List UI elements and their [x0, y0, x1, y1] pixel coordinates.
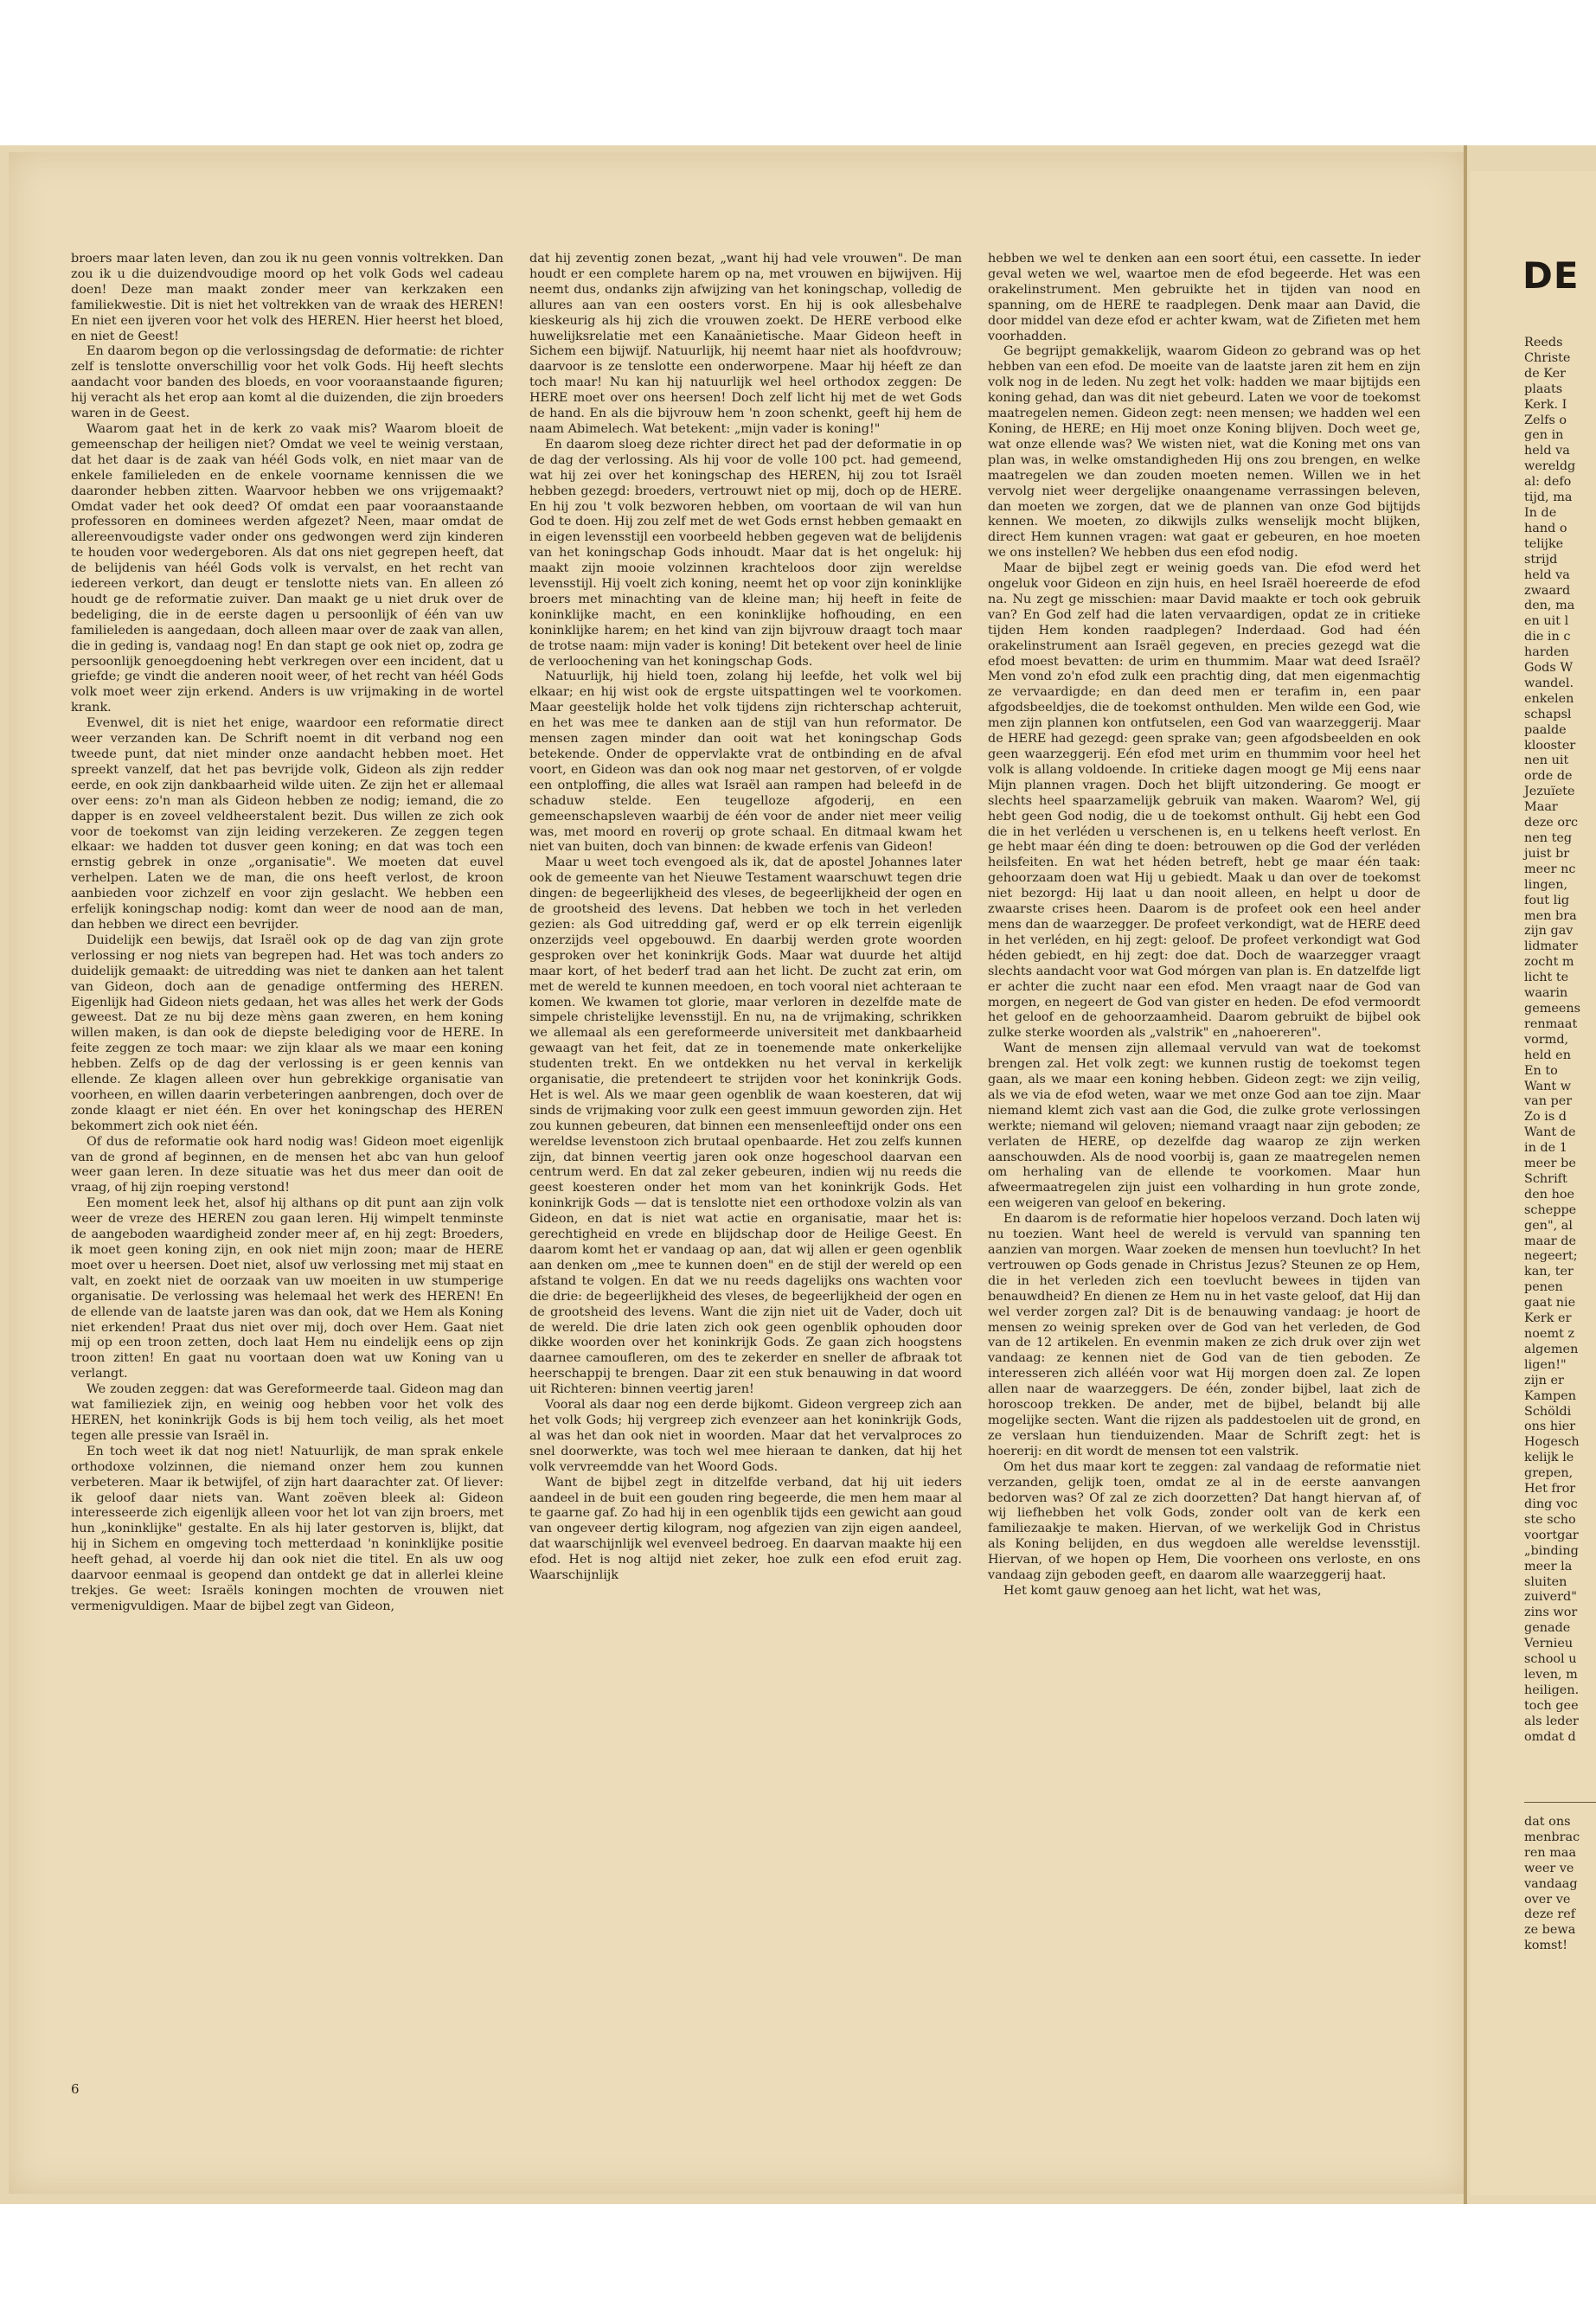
- line-fragment: gen", al: [1524, 1218, 1573, 1233]
- line-fragment: men bra: [1524, 908, 1577, 923]
- line-fragment: Zelfs o: [1524, 413, 1567, 427]
- line-fragment: juist br: [1524, 846, 1570, 861]
- paragraph: Of dus de reformatie ook hard nodig was! Gideon moet eigenlijk van de grond af beginnen, en de mensen het abc van hun geloof weer gaan leren. In deze situatie was het dus meer dan ooit de vraag, of hij zijn roeping verstond!: [71, 1134, 503, 1195]
- paragraph: Duidelijk een bewijs, dat Israël ook op de dag van zijn grote verlossing er nog niets van begrepen had. Het was toch anders zo duidelijk gemaakt: de uitredding was niet te danken aan het talent van Gideon, doch aan de genadige ontferming des HEREN. Eigenlijk had Gideon niets gedaan, het was alles het werk der Gods geweest. Dat ze nu bij deze mèns gaan zweren, en hem koning willen maken, is dan ook de diepste belediging voor de HERE. In feite zeggen ze toch maar: we zijn klaar als we maar een koning hebben. Zelfs op de dag der verlossing is er geen kennis van ellende. Ze klagen alleen over hun gebrekkige organisatie van voorheen, en willen daarin verbeteringen aanbrengen, doch over de zonde klaagt er niet één. En over het koningschap des HEREN bekommert zich ook niet één.: [71, 933, 503, 1133]
- paragraph: Maar u weet toch evengoed als ik, dat de apostel Johannes later ook de gemeente van het Nieuwe Testament waarschuwt tegen drie dingen: de begeerlijkheid des vleses, de begeerlijkheid der ogen en de grootsheid des levens. Dat hebben we toch in het verleden gezien: als God uitredding gaf, werd er op elk terrein eigenlijk onzerzijds veel opgebouwd. En daarbij werden grote woorden gesproken over het koninkrijk Gods. Maar wat duurde het altijd maar kort, of het bederf trad aan het licht. De zucht zat erin, om met de wereld te kunnen meedoen, en toch vooral niet achteraan te komen. We kwamen tot glorie, maar verloren in dezelfde mate de simpele christelijke levensstijl. En nu, na de vrijmaking, schrikken we allemaal als een gereformeerde universiteit met dankbaarheid gewaagt van het feit, dat ze in toenemende mate onkerkelijke studenten trekt. En we ontdekken nu het verval in kerkelijk organisatie, die pretendeert te strijden voor het koninkrijk Gods. Het is wel. Als we maar geen ogenblik de waan koesteren, dat wij sinds de vrijmaking voor zulk een geest immuun geworden zijn. Het zou kunnen gebeuren, dat binnen een mensenleeftijd onder ons een wereldse levenstoon zich brutaal openbaarde. Het zou zelfs kunnen zijn, dat binnen veertig jaren ook onze hogeschool daarvan een centrum werd. En dat zal zeker gebeuren, indien wij nu reeds die geest koesteren onder het mom van het koninkrijk Gods. Het koninkrijk Gods — dat is tenslotte niet een orthodoxe volzin als van Gideon, en dat is niet wat actie en organisatie, maar het is: gerechtigheid en vrede en blijdschap door de Heilige Geest. En daarom komt het er vandaag op aan, dat wij allen er geen ogenblik aan denken om „mee te kunnen doen" en de stijl der wereld op een afstand te volgen. En dat we nu reeds dagelijks ons wachten voor die drie: de begeerlijkheid des vleses, de begeerlijkheid der ogen en de grootsheid des levens. Want die zijn niet uit de Vader, doch uit de wereld. Die drie laten zich ook geen ogenblik ophouden door dikke woorden over het koninkrijk Gods. Ze gaan zich hoogstens daarnee camoufleren, om des te zekerder en sneller de afbraak tot heerschappij te brengen. Daar zit een stuk benauwing in dat woord uit Richteren: binnen veertig jaren!: [529, 856, 962, 1397]
- paragraph: broers maar laten leven, dan zou ik nu geen vonnis voltrekken. Dan zou ik u die duizendvoudige moord op het volk Gods wel cadeau doen! Deze man maakt zonder meer van kerkzaken een familiekwestie. Dit is niet het voltrekken van de wraak des HEREN! En niet een ijveren voor het volk des HEREN. Hier heerst het bloed, en niet de Geest!: [71, 252, 503, 343]
- line-fragment: paalde: [1524, 722, 1567, 737]
- line-fragment: wereldg: [1524, 459, 1576, 474]
- line-fragment: vandaag: [1524, 1876, 1578, 1891]
- paragraph: Want de mensen zijn allemaal vervuld van wat de toekomst brengen zal. Het volk zegt: we kunnen rustig de toekomst tegen gaan, als we maar een koning hebben. Gideon zegt: we zijn veilig, als we via de efod weten, waar we met onze God aan toe zijn. Maar niemand klemt zich vast aan die God, die zulke grote verlossingen werkte; niemand wil geloven; niemand vraagt naar zijn geboden; ze verlaten de HERE, op dezelfde dag waarop ze zijn werken aanschouwden. Als de nood voorbij is, gaan ze maatregelen nemen om herhaling van de ellende te voorkomen. Maar hun afweermaatregelen zijn juist een volharding in hun grote zonde, een weigeren van geloof en bekering.: [988, 1042, 1420, 1211]
- paragraph: Ge begrijpt gemakkelijk, waarom Gideon zo gebrand was op het hebben van een efod. De moeite van de laatste jaren zit hem en zijn volk nog in de leden. Nu zegt het volk: hadden we maar bijtijds een koning gehad, dan was dit niet gebeurd. Laten we voor de toekomst maatregelen nemen. Gideon zegt: neen mensen; we hadden wel een Koning, de HERE; en Hij moet onze Koning blijven. Doch weet ge, wat onze ellende was? We wisten niet, wat die Koning met ons van plan was, in welke omstandigheden Hij ons zou brengen, en welke maatregelen we dan zouden moeten nemen. Willen we in het vervolg niet weer dergelijke onaangename verrassingen beleven, dan moeten we zorgen, dat we de plannen van onze God bijtijds kennen. We moeten, zo dikwijls zulks wenselijk mocht blijken, direct Hem kunnen vragen: wat gaat er gebeuren, en hoe moeten we ons instellen? We hebben dus een efod nodig.: [988, 344, 1420, 561]
- line-fragment: Gods W: [1524, 661, 1574, 676]
- page-fold: [1464, 145, 1467, 2204]
- line-fragment: plaats: [1524, 381, 1563, 396]
- line-fragment: zijn er: [1524, 1373, 1564, 1388]
- newspaper-sheet: [0, 145, 1596, 2204]
- line-fragment: noemt z: [1524, 1327, 1575, 1341]
- line-fragment: Want de: [1524, 1125, 1576, 1140]
- line-fragment: zwaard: [1524, 583, 1571, 598]
- line-fragment: gen in: [1524, 428, 1564, 443]
- line-fragment: heiligen.: [1524, 1682, 1580, 1697]
- line-fragment: Schöldi: [1524, 1404, 1572, 1419]
- line-fragment: scheppe: [1524, 1202, 1577, 1217]
- line-fragment: wandel.: [1524, 676, 1574, 690]
- line-fragment: meer la: [1524, 1559, 1573, 1574]
- line-fragment: de Ker: [1524, 366, 1567, 381]
- line-fragment: zocht m: [1524, 955, 1574, 970]
- text-column-3: [988, 252, 1420, 1599]
- line-fragment: ren maa: [1524, 1845, 1577, 1860]
- line-fragment: Reeds: [1524, 336, 1563, 349]
- paragraph: En daarom is de reformatie hier hopeloos verzand. Doch laten wij nu toezien. Want heel de wereld is vervuld van spanning ten aanzien van morgen. Waar zoeken de mensen hun toevlucht? In het vertrouwen op Gods genade in Christus Jezus? Steunen ze op Hem, die in het verleden zich een toevlucht bewees in tijden van benauwdheid? En dienen ze Hem nu in het vaste geloof, dat Hij dan wel verder zorgen zal? Dit is de benauwing vandaag: je hoort de mensen zo weinig spreken over de God van het verleden, de God van de 12 artikelen. En evenmin maken ze zich druk over zijn wet vandaag: ze kennen niet de God van de tien geboden. Ze interesseren zich alléén voor wat Hij morgen doen zal. Ze lopen allen naar de waarzeggers. De één, zonder bijbel, laat zich de horoscoop trekken. De ander, met de bijbel, belandt bij alle mogelijke secten. Want die rijzen als paddestoelen uit de grond, en ze verslaan hun tienduizenden. Maar de Schrift zegt: het is hoererij: en dit wordt de mensen tot een valstrik.: [988, 1212, 1420, 1458]
- paragraph: Een moment leek het, alsof hij althans op dit punt aan zijn volk weer de vreze des HEREN zou gaan leren. Hij wimpelt tenminste de aangeboden waardigheid zonder meer af, en hij zegt: Broeders, ik moet geen koning zijn, en ook niet mijn zoon; maar de HERE moet over u heersen. Doet niet, alsof uw verlossing met mij staat en valt, en zoekt niet de oorzaak van uw moeiten in uw stumperige organisatie. De verlossing was helemaal het werk des HEREN! En de ellende van de laatste jaren was dan ook, dat we Hem als Koning niet erkenden! Praat dus niet over mij, doch over Hem. Gaat niet mij op een troon zetten, doch laat Hem nu eindelijk eens op zijn troon zitten! En gaat nu voortaan doen wat uw Koning van u verlangt.: [71, 1196, 503, 1381]
- line-fragment: held en: [1524, 1048, 1571, 1062]
- line-fragment: renmaat: [1524, 1016, 1578, 1031]
- paragraph: hebben we wel te denken aan een soort étui, een cassette. In ieder geval weten we wel, waartoe men de efod begeerde. Het was een orakelinstrument. Men gebruikte het in tijden van nood en spanning, om de HERE te raadplegen. Denk maar aan David, die door middel van deze efod er achter kwam, wat de Zifieten met hem voorhadden.: [988, 252, 1421, 343]
- line-fragment: van per: [1524, 1094, 1573, 1109]
- line-fragment: Zo is d: [1524, 1110, 1567, 1125]
- paragraph: Het komt gauw genoeg aan het licht, wat het was,: [1003, 1583, 1322, 1598]
- text-column-1: [71, 252, 503, 1615]
- line-fragment: penen: [1524, 1280, 1563, 1295]
- line-fragment: menbrac: [1524, 1830, 1580, 1844]
- line-fragment: lidmater: [1524, 939, 1578, 954]
- line-fragment: weer ve: [1524, 1861, 1574, 1875]
- paragraph: En daarom sloeg deze richter direct het pad der deformatie in op de dag der verlossing. Als hij voor de volle 100 pct. had gemeend, wat hij zei over het koningschap des HEREN, hij zou tot Israël hebben gezegd: broeders, vertrouwt niet op mij, doch op de HERE. En hij zou 't volk bezworen hebben, om voortaan de wil van hun God te doen. Hij zou zelf met de wet Gods ernst hebben gemaakt en in eigen levensstijl een voorbeeld hebben gegeven wat de belijdenis van het koningschap Gods inhoudt. Maar dat is het ongeluk: hij maakt zijn mooie volzinnen krachteloos door zijn wereldse levensstijl. Hij voelt zich koning, neemt het op voor zijn koninklijke broers met minachting van de kleine man; hij heeft in feite de koninklijke macht, en een koninklijke hofhouding, en een koninklijke harem; en het kind van zijn bijvrouw draagt toch maar de trotse naam: mijn vader is koning! Dit betekent over heel de linie de verloochening van het koningschap Gods.: [529, 437, 963, 669]
- paragraph: Want de bijbel zegt in ditzelfde verband, dat hij uit ieders aandeel in de buit een gouden ring begeerde, die men hem maar al te gaarne gaf. Zo had hij in een ogenblik tijds een gewicht aan goud van ongeveer dertig kilogram, nog afgezien van zijn eigen aandeel, dat waarschijnlijk wel evenveel bedroeg. En daarvan maakte hij een efod. Het is nog altijd niet zeker, hoe zulk een efod eruit zag. Waarschijnlijk: [529, 1475, 962, 1583]
- paragraph: dat hij zeventig zonen bezat, „want hij had vele vrouwen". De man houdt er een complete harem op na, met vrouwen en bijwijven. Hij neemt dus, ondanks zijn afwijzing van het koningschap, volledig de allures aan van een oosters vorst. En hij is ook allesbehalve kieskeurig als hij zich die vrouwen zoekt. De HERE verbood elke huwelijksrelatie met een Kanaänietische. Maar Gideon heeft in Sichem een bijwijf. Natuurlijk, hij neemt haar niet als hoofdvrouw; daarvoor is ze tenslotte een onderworpene. Maar hij héeft ze dan toch maar! Nu kan hij natuurlijk wel heel orthodox zeggen: De HERE moet over ons heersen! Doch zelf licht hij met de wet Gods de hand. En als die bijvrouw hem 'n zoon schenkt, geeft hij hem de naam Abimelech. Wat betekent: „mijn vader is koning!": [529, 252, 962, 436]
- line-fragment: „binding: [1524, 1543, 1579, 1558]
- line-fragment: ligen!": [1524, 1357, 1567, 1372]
- adjacent-page-column-top: [1524, 336, 1596, 1745]
- line-fragment: meer be: [1524, 1157, 1576, 1171]
- line-fragment: Jezuïete: [1524, 785, 1575, 799]
- line-fragment: meer nc: [1524, 862, 1576, 876]
- line-fragment: lingen,: [1524, 877, 1568, 892]
- line-fragment: strijd: [1524, 552, 1558, 567]
- line-fragment: Vernieu: [1524, 1637, 1574, 1651]
- line-fragment: negeert;: [1524, 1249, 1578, 1264]
- line-fragment: ons hier: [1524, 1420, 1576, 1434]
- line-fragment: over ve: [1524, 1892, 1571, 1907]
- line-fragment: fout lig: [1524, 893, 1570, 907]
- line-fragment: gaat nie: [1524, 1296, 1576, 1311]
- line-fragment: En to: [1524, 1063, 1558, 1078]
- line-fragment: Kampen: [1524, 1388, 1576, 1403]
- line-fragment: deze ref: [1524, 1907, 1576, 1922]
- line-fragment: held va: [1524, 444, 1570, 458]
- divider-rule: [1524, 1802, 1596, 1803]
- line-fragment: telijke: [1524, 536, 1564, 551]
- line-fragment: en uit l: [1524, 614, 1569, 629]
- line-fragment: Hogesch: [1524, 1435, 1580, 1450]
- line-fragment: den hoe: [1524, 1187, 1575, 1202]
- line-fragment: hand o: [1524, 521, 1567, 535]
- line-fragment: orde de: [1524, 769, 1573, 784]
- line-fragment: waarin: [1524, 986, 1568, 1001]
- paragraph: En daarom begon op die verlossingsdag de deformatie: de richter zelf is tenslotte onverschillig voor het volk Gods. Hij heeft slechts aandacht voor banden des bloeds, en voor vooraanstaande figuren; hij veracht als het erop aan komt al die duizenden, die zijn broeders waren in de Geest.: [71, 344, 503, 421]
- line-fragment: zijn gav: [1524, 924, 1574, 939]
- line-fragment: schapsl: [1524, 707, 1572, 721]
- line-fragment: voortgar: [1524, 1528, 1579, 1542]
- line-fragment: harden: [1524, 645, 1569, 660]
- line-fragment: toch gee: [1524, 1698, 1579, 1713]
- line-fragment: held va: [1524, 567, 1570, 582]
- line-fragment: genade: [1524, 1621, 1571, 1636]
- line-fragment: dat ons: [1524, 1815, 1571, 1829]
- line-fragment: Kerk er: [1524, 1311, 1572, 1326]
- line-fragment: enkelen: [1524, 691, 1574, 706]
- line-fragment: die in c: [1524, 630, 1571, 644]
- paragraph: Om het dus maar kort te zeggen: zal vandaag de reformatie niet verzanden, gelijk toen, omdat ze al in de eerste aanvangen bedorven was? Of zal ze zich doorzetten? Dat hangt hiervan af, of wij liefhebben het volk Gods, zonder oolt van de kerk een familiezaakje te maken. Hiervan, of we werkelijk God in Christus als Koning belijden, en dus wegdoen alle wereldse levensstijl. Hiervan, of we hopen op Hem, Die voorheen ons verloste, en ons vandaag zijn geboden geeft, en daarom alle waarzeggerij haat.: [988, 1459, 1420, 1583]
- paragraph: Maar de bijbel zegt er weinig goeds van. Die efod werd het ongeluk voor Gideon en zijn huis, en heel Israël hoereerde de efod na. Nu zegt ge misschien: maar David maakte er toch ook gebruik van? En God zelf had die laten vervaardigen, opdat ze in critieke tijden Hem konden raadplegen? Inderdaad. God had één orakelinstrument aan Israël gegeven, en precies gezegd wat die efod moest bevatten: de urim en thummim. Maar wat deed Israël? Men vond zo'n efod zulk een prachtig ding, dat men eigenmachtig ze vervaardigde; en dan deed men er terafim in, een paar afgodsbeeldjes, die de toekomst onthulden. Men wilde een God, wie men zijn plannen kon ontfutselen, een God van waarzeggerij. Maar de HERE had gezegd: geen sprake van; geen afgodsbeelden en ook geen waarzeggerij. Eén efod met urim en thummim voor heel het volk is allang voldoende. In critieke dagen moogt ge Mij eens naar Mijn plannen vragen. Doch het blijft uitzondering. Ge moogt er slechts heel spaarzamelijk gebruik van maken. Waarom? Wel, gij hebt geen God nodig, die u de toekomst onthult. Gij hebt een God die in het verléden u verschenen is, en u telkens heeft verlost. En ge hebt maar één ding te doen: betrouwen op die God der verléden heilsfeiten. En wat het héden betreft, hebt ge maar één taak: gehoorzaam doen wat Hij u gebiedt. Maak u dan over de toekomst niet bezorgd: Hij laat u dan nooit alleen, en helpt u door de zwaarste crises heen. Daarom is de profeet ook een heel ander mens dan de waarzegger. De profeet verkondigt, wat de HERE deed in het verléden, en hij zegt: geloof. De profeet verkondigt wat God héden gebiedt, en hij zegt: doe dat. Doch de waarzegger vraagt slechts aandacht voor wat God mórgen van plan is. En datzelfde ligt er achter die zucht naar een efod. Men vraagt naar de God van morgen, en negeert de God van gister en heden. De efod vermoordt het geloof en de gehoorzaamheid. Daarom gebruikt de bijbel ook zulke sterke woorden als „valstrik" en „nahoereren".: [988, 561, 1420, 1041]
- line-fragment: ste scho: [1524, 1512, 1576, 1527]
- line-fragment: in de 1: [1524, 1141, 1567, 1156]
- line-fragment: kelijk le: [1524, 1451, 1574, 1465]
- line-fragment: grepen,: [1524, 1466, 1574, 1481]
- paragraph: Vooral als daar nog een derde bijkomt. Gideon vergreep zich aan het volk Gods; hij vergreep zich evenzeer aan het koninkrijk Gods, al was het dan ook niet in woorden. Maar dat het vervalproces zo snel doorwerkte, was toch wel mee hieraan te danken, dat hij het volk vervreemdde van het Woord Gods.: [529, 1398, 962, 1474]
- line-fragment: Christe: [1524, 350, 1571, 365]
- adjacent-page-title: DE: [1522, 254, 1580, 297]
- paragraph: Natuurlijk, hij hield toen, zolang hij leefde, het volk wel bij elkaar; en hij wist ook de ergste uitspattingen wel te voorkomen. Maar geestelijk holde het volk tijdens zijn richterschap achteruit, en het was mee te danken aan de stijl van hun reformator. De mensen zagen minder dan ooit wat het koningschap Gods betekende. Onder de oppervlakte vrat de ontbinding en de afval voort, en Gideon was dan ook nog maar net gestorven, of er volgde een ontploffing, die alles wat Israël aan rampen had beleefd in de schaduw stelde. Een teugelloze afgoderij, en een gemeenschapsleven waarbij de één voor de ander niet meer veilig was, met moord en roverij op grote schaal. En ditmaal kwam het niet van buiten, doch van binnen: de kwade erfenis van Gideon!: [529, 670, 962, 855]
- line-fragment: Het fror: [1524, 1482, 1576, 1497]
- line-fragment: ding voc: [1524, 1497, 1578, 1511]
- line-fragment: In de: [1524, 505, 1557, 520]
- line-fragment: nen teg: [1524, 831, 1573, 845]
- line-fragment: gemeens: [1524, 1001, 1581, 1016]
- text-column-2: [529, 252, 962, 1584]
- paragraph: En toch weet ik dat nog niet! Natuurlijk, de man sprak enkele orthodoxe volzinnen, die niemand onzer hem zou kunnen verbeteren. Maar ik betwijfel, of zijn hart daarachter zat. Of liever: ik geloof daar niets van. Want zoëven bleek al: Gideon interesseerde zich eigenlijk alleen voor het lot van zijn broers, met hun „koninklijke" gestalte. En als hij later gestorven is, blijkt, dat hij in Sichem en omgeving toch metterdaad 'n koninklijke positie heeft gehad, al voerde hij dan ook niet die titel. En als uw oog daarvoor eenmaal is geopend dan ontdekt ge dat in allerlei kleine trekjes. Ge weet: Israëls koningen mochten de vrouwen niet vermenigvuldigen. Maar de bijbel zegt van Gideon,: [71, 1444, 503, 1613]
- line-fragment: vormd,: [1524, 1032, 1569, 1047]
- line-fragment: komst!: [1524, 1939, 1567, 1953]
- page-number: 6: [71, 2081, 80, 2097]
- line-fragment: maar de: [1524, 1234, 1576, 1248]
- paragraph: We zouden zeggen: dat was Gereformeerde taal. Gideon mag dan wat familieziek zijn, en weinig oog hebben voor het volk des HEREN, het koninkrijk Gods is bij hem toch veilig, als het moet tegen alle pressie van Israël in.: [71, 1382, 503, 1443]
- line-fragment: leven, m: [1524, 1667, 1578, 1682]
- line-fragment: licht te: [1524, 971, 1569, 985]
- line-fragment: ze bewa: [1524, 1923, 1576, 1938]
- line-fragment: al: defo: [1524, 475, 1572, 490]
- line-fragment: deze orc: [1524, 816, 1579, 830]
- line-fragment: Kerk. I: [1524, 397, 1567, 412]
- line-fragment: Schrift: [1524, 1171, 1567, 1186]
- line-fragment: Maar: [1524, 800, 1558, 815]
- line-fragment: als leder: [1524, 1714, 1579, 1728]
- line-fragment: kan, ter: [1524, 1265, 1574, 1279]
- line-fragment: den, ma: [1524, 599, 1575, 613]
- line-fragment: tijd, ma: [1524, 490, 1573, 505]
- paragraph: Waarom gaat het in de kerk zo vaak mis? Waarom bloeit de gemeenschap der heiligen niet? Omdat we veel te weinig verstaan, dat het daar is de zaak van héél Gods volk, en niet maar van de enkele familieleden en de enkele voorname kennissen die we daaronder hebben zitten. Waarvoor hebben we ons vrijgemaakt? Omdat vader het ook deed? Of omdat een paar vooraanstaande professoren en dominees werden afgezet? Neen, maar omdat de allereenvoudigste vader onder ons gedwongen werd zijn kinderen te houden voor wedergeboren. Als dat ons niet gegrepen heeft, dat de belijdenis van héél Gods volk is vervalst, en het recht van iedereen verkort, dan deugt er tenslotte niets van. En alleen zó houdt ge de reformatie zuiver. Dan maakt ge u niet druk over de bedeliging, die in de eerste dagen u persoonlijk of één van uw familieleden is aangedaan, doch alleen maar over de zaak van allen, die in geding is, vandaag nog! En dan stapt ge ook niet op, zodra ge persoonlijk genoegdoening hebt verkregen over een incident, dat u griefde; ge vindt die anderen nooit weer, of het recht van héél Gods volk moet weer zijn erkend. Anders is uw vrijmaking in de wortel krank.: [71, 421, 503, 715]
- line-fragment: klooster: [1524, 738, 1576, 753]
- paragraph: Evenwel, dit is niet het enige, waardoor een reformatie direct weer verzanden kan. De Schrift noemt in dit verband nog een tweede punt, dat niet minder onze aandacht hebben moet. Het spreekt vanzelf, dat het pas bevrijde volk, Gideon als zijn redder eerde, en ook zijn dankbaarheid wilde uiten. Ze zijn het er allemaal over eens: zo'n man als Gideon hebben ze nodig; iemand, die zo dapper is en zoveel veldheerstalent bezit. Dus willen ze zich ook voor de toekomst van zijn leiding verzekeren. Ze zeggen tegen elkaar: we hadden tot dusver geen koning; en dat was toch een ernstig gebrek in onze „organisatie". We moeten dat euvel verhelpen. Laten we de man, die ons heeft verlost, de kroon aanbieden voor zichzelf en voor zijn geslacht. We hebben een erfelijk koningschap nodig: komt dan weer de nood aan de man, dan hebben we direct een bevrijder.: [71, 716, 503, 932]
- line-fragment: school u: [1524, 1652, 1577, 1667]
- line-fragment: zuiverd": [1524, 1590, 1577, 1605]
- adjacent-page: [1471, 171, 1596, 2195]
- line-fragment: omdat d: [1524, 1729, 1576, 1744]
- page: [9, 152, 1466, 2194]
- line-fragment: Want w: [1524, 1079, 1572, 1093]
- line-fragment: sluiten: [1524, 1574, 1567, 1589]
- line-fragment: algemen: [1524, 1342, 1579, 1356]
- adjacent-page-column-bottom: [1524, 1815, 1596, 1954]
- line-fragment: nen uit: [1524, 753, 1569, 768]
- line-fragment: zins wor: [1524, 1606, 1578, 1620]
